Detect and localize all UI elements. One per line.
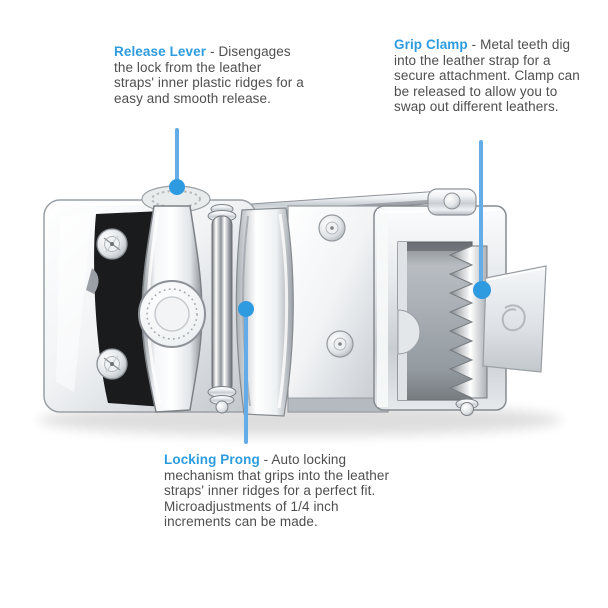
grip-clamp-callout-line xyxy=(479,140,483,284)
grip-clamp-body xyxy=(374,189,546,416)
locking-prong-callout-dot xyxy=(238,301,254,317)
annotation-body: Metal teeth dig into the leather strap for a secure attachment. Clamp can be released to allow you to swap out different leathers. xyxy=(394,37,580,114)
annotation-dash: - xyxy=(209,44,215,59)
annotation-grip-clamp xyxy=(394,37,586,115)
annotation-body: Auto locking mechanism that grips into the leather straps' inner ridges for a perfect fit. Microadjustments of 1/4 inch increments can be made. xyxy=(164,452,390,529)
annotation-title: Grip Clamp xyxy=(394,37,468,52)
locking-prong-callout-line xyxy=(244,314,248,444)
rivet-bottom-middle xyxy=(327,331,353,357)
screw-bottom-left xyxy=(97,349,127,379)
clamp-window xyxy=(398,242,472,400)
release-lever-callout-dot xyxy=(169,179,185,195)
rivet-top-middle xyxy=(319,215,345,241)
annotation-body: Disengages the lock from the leather straps' inner plastic ridges for a easy and smooth release. xyxy=(114,44,304,106)
annotation-dash: - xyxy=(471,37,477,52)
clamp-tab-plate xyxy=(483,266,546,372)
annotation-dash: - xyxy=(263,452,269,467)
annotation-title: Locking Prong xyxy=(164,452,260,467)
clamp-hinge-clip xyxy=(428,189,476,215)
knurled-disc xyxy=(139,281,205,347)
screw-top-left xyxy=(97,229,127,259)
annotation-locking-prong xyxy=(164,452,392,530)
annotation-title: Release Lever xyxy=(114,44,207,59)
grip-clamp-callout-dot xyxy=(473,281,491,299)
annotation-release-lever xyxy=(114,44,304,106)
release-lever-callout-line xyxy=(175,128,179,184)
locking-prong-bar xyxy=(208,205,236,414)
